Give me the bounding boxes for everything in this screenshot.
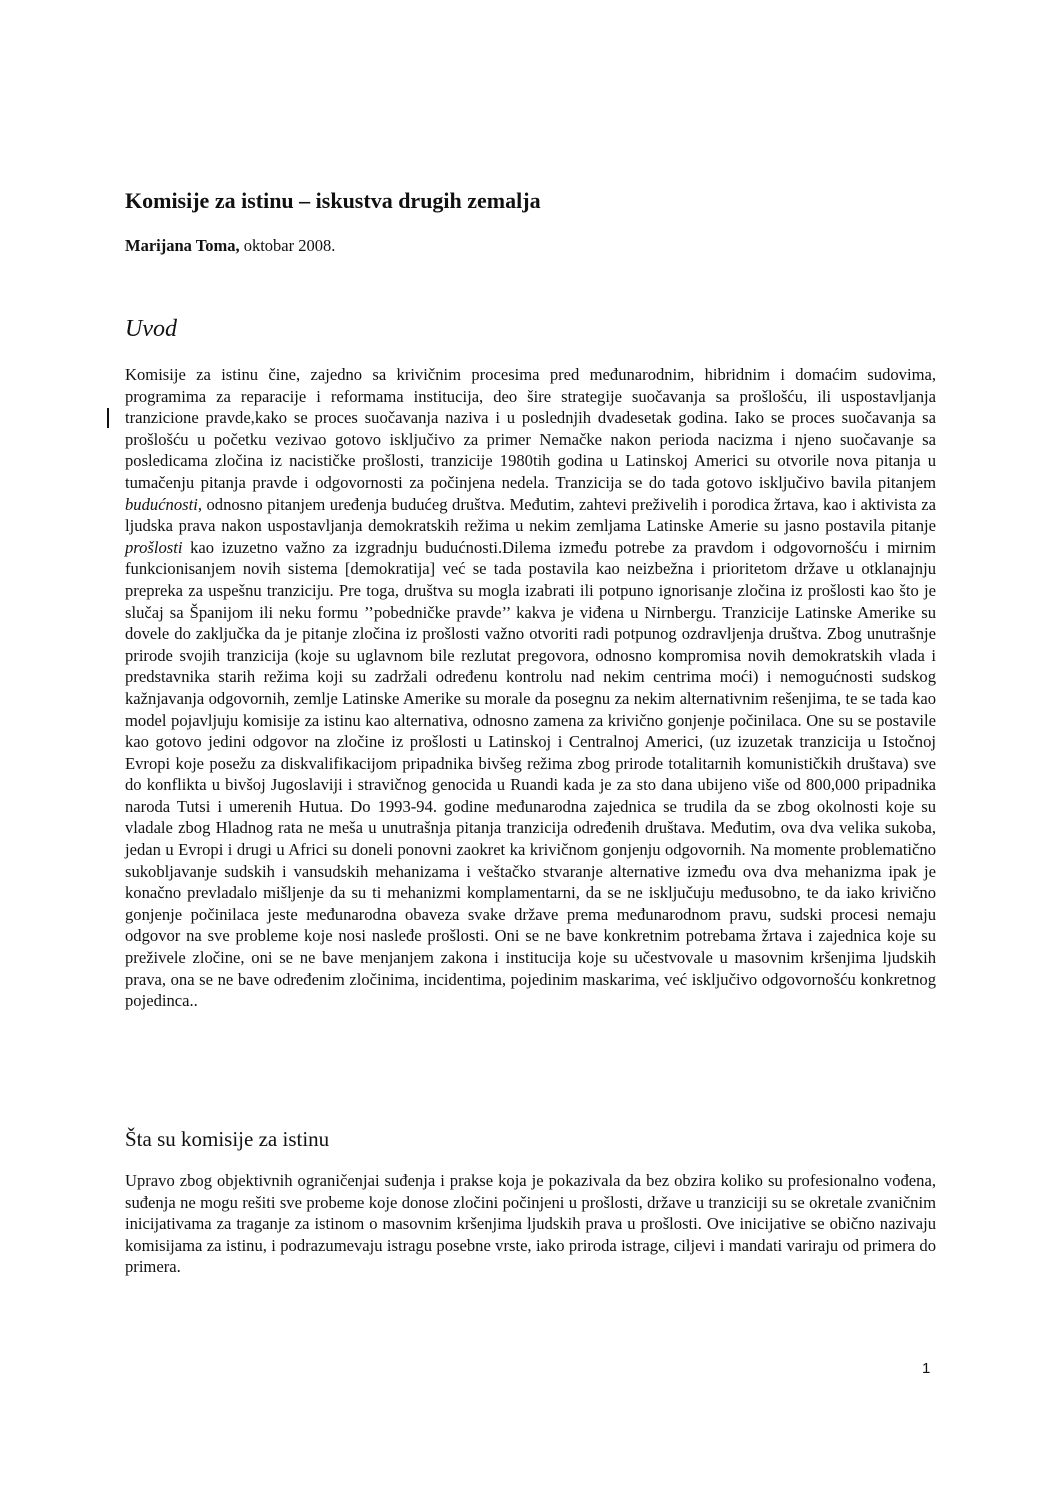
- page-number: 1: [922, 1360, 931, 1377]
- section-heading-uvod: Uvod: [125, 316, 177, 342]
- section-body-sta-su-komisije: Upravo zbog objektivnih ograničenjai suđenja i prakse koja je pokazivala da bez obzira koliko su profesionalno vođena, suđenja ne mogu rešiti sve probeme koje donose zločini počinjeni u prošlosti, države u tranziciji su se okretale zvaničnim inicijativama za traganje za istinom o masovnim kršenjima ljudskih prava u prošlosti. Ove inicijative se obično nazivaju komisijama za istinu, i podrazumevaju istragu posebne vrste, iako priroda istrage, ciljevi i mandati variraju od primera do primera.: [125, 1171, 936, 1277]
- section-body-uvod: [125, 364, 936, 1012]
- body-text-run: kao izuzetno važno za izgradnju budućnosti.Dilema između potrebe za pravdom i odgovornošću i mirnim funkcionisanjem novih sistema [demokratija] već se tada postavila kao neizbežna i prioritetom države u otklanajnju prepreka za uspešnu tranziciju. Pre toga, društva su mogla izabrati ili potpuno ignorisanje zločina iz prošlosti kao što je slučaj sa Španijom ili neku formu ’’pobedničke pravde’’ kakva je viđena u Nirnbergu. Tranzicije Latinske Amerike su dovele do zaključka da je pitanje zločina iz prošlosti važno otvoriti radi potpunog ozdravljenja društva. Zbog unutrašnje prirode svojih tranzicija (koje su uglavnom bile rezlutat pregovora, odnosno kompromisa novih demokratskih vlada i predstavnika starih režima koji su zadržali određenu kontrolu nad nekim centrima moći) i nemogućnosti sudskog kažnjavanja odgovornih, zemlje Latinske Amerike su morale da posegnu za nekim alternativnim rešenjima, te se tada kao model pojavljuju komisije za istinu kao alternativa, odnosno zamena za krivično gonjenje počinilaca. One su se postavile kao gotovo jedini odgovor na zločine iz prošlosti u Latinskoj i Centralnoj Americi, (uz izuzetak tranzicija u Istočnoj Evropi koje posežu za diskvalifikacijom pripadnika bivšeg režima zbog prirode totalitarnih komunističkih društava) sve do konflikta u bivšoj Jugoslaviji i stravičnog genocida u Ruandi kada je za sto dana ubijeno više od 800,000 pripadnika naroda Tutsi i umerenih Hutua. Do 1993-94. godine međunarodna zajednica se trudila da se zbog okolnosti koje su vladale zbog Hladnog rata ne meša u unutrašnja pitanja tranzicija određenih društava. Međutim, ova dva velika sukoba, jedan u Evropi i drugi u Africi su doneli ponovni zaokret ka krivičnom gonjenju odgovornih. Na momente problematično sukobljavanje sudskih i vansudskih mehanizama i veštačko stvaranje alternative između ova dva mehanizma ipak je konačno prevladalo mišljenje da su ti mehanizmi komplamentarni, da se ne isključuju međusobno, te da iako krivično gonjenje počinilaca jeste međunarodna obaveza svake države prema međunarodnom pravu, sudski procesi nemaju odgovor na sve probleme koje nosi nasleđe prošlosti. Oni se ne bave konkretnim potrebama žrtava i zajednica koje su preživele zločine, oni se ne bave menjanjem zakona i institucija koje su učestvovale u masovnim kršenjima ljudskih prava, ona se ne bave određenim zločinima, incidentima, pojedinim maskarima, već isključivo odgovornošću konkretnog pojedinca..: [125, 537, 936, 1011]
- byline: [125, 236, 335, 256]
- text-cursor-marker: [107, 408, 109, 428]
- document-date: oktobar 2008.: [239, 236, 336, 255]
- body-text-run: Komisije za istinu čine, zajedno sa krivičnim procesima pred međunarodnim, hibridnim i domaćim sudovima, programima za reparacije i reformama institucija, deo šire strategije suočavanja sa prošlošću, ili uspostavljanja tranzicione pravde,kako se proces suočavanja naziva i u poslednjih dvadesetak godina. Iako se proces suočavanja sa prošlošću u početku vezivao gotovo isključivo za primer Nemačke nakon perioda nacizma i njeno suočavanje sa posledicama zločina iz nacističke prošlosti, tranzicije 1980tih godina u Latinskoj Americi su otvorile nova pitanja u tumačenju pitanja pravde i odgovornosti za počinjena nedela. Tranzicija se do tada gotovo isključivo bavila pitanjem: [125, 365, 936, 492]
- section-heading-sta-su-komisije: Šta su komisije za istinu: [125, 1127, 330, 1151]
- author-name: Marijana Toma,: [125, 236, 240, 255]
- document-title: Komisije za istinu – iskustva drugih zemalja: [125, 188, 541, 213]
- body-text-run: odnosno pitanjem uređenja budućeg društva. Međutim, zahtevi preživelih i porodica žrtava, kao i aktivista za ljudska prava nakon uspostavljanja demokratskih režima u nekim zemljama Latinske Amerie su jasno postavila pitanje: [125, 494, 936, 536]
- body-text-italic-run: budućnosti,: [125, 494, 202, 514]
- body-text-italic-run: prošlosti: [125, 537, 183, 557]
